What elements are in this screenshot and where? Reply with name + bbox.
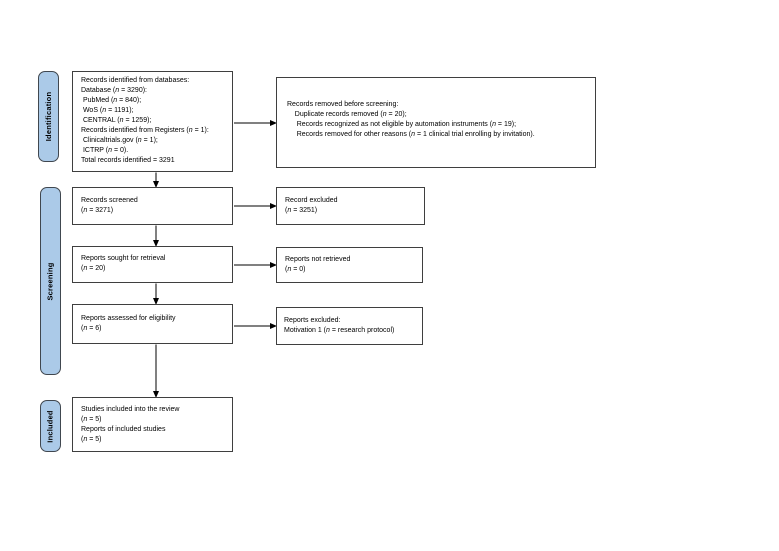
text-line: (n = 6) — [81, 325, 102, 332]
text-line: Total records identified = 3291 — [81, 157, 175, 164]
text-line: (n = 5) — [81, 436, 102, 443]
text-line: (n = 3271) — [81, 207, 114, 214]
text-line: Clinicaltrials.gov (n = 1); — [81, 137, 158, 144]
box-reports-assessed-for-eligibility — [72, 304, 233, 344]
text-line: Records recognized as not eligible by automation instruments (n = 19); — [287, 121, 517, 128]
box-reports-not-retrieved — [276, 247, 423, 283]
text-line: Records removed before screening: — [287, 101, 399, 108]
text-line: Motivation 1 (n = research protocol) — [284, 327, 395, 334]
box-records-removed-before-screening — [276, 77, 596, 168]
text-line: WoS (n = 1191); — [81, 107, 134, 114]
stage-label-text: Identification — [44, 91, 53, 142]
text-line: (n = 20) — [81, 265, 106, 272]
box-studies-included — [72, 397, 233, 452]
text-line: Reports excluded: — [284, 317, 341, 324]
text-line: Record excluded — [285, 197, 338, 204]
text-line: Reports of included studies — [81, 426, 166, 433]
text-line: Records identified from Registers (n = 1): — [81, 127, 209, 134]
text-line: Reports not retrieved — [285, 256, 351, 263]
text-line: (n = 5) — [81, 416, 102, 423]
stage-label-screening — [40, 187, 61, 375]
text-line: Studies included into the review — [81, 406, 180, 413]
box-reports-excluded — [276, 307, 423, 345]
text-line: ICTRP (n = 0). — [81, 147, 129, 154]
text-line: Records identified from databases: — [81, 77, 190, 84]
stage-label-text: Included — [46, 409, 55, 443]
text-line: Records screened — [81, 197, 138, 204]
text-line: (n = 3251) — [285, 207, 318, 214]
text-line: CENTRAL (n = 1259); — [81, 117, 152, 124]
box-reports-sought-for-retrieval — [72, 246, 233, 283]
stage-label-included — [40, 400, 61, 452]
stage-label-text: Screening — [46, 261, 55, 301]
text-line: (n = 0) — [285, 266, 306, 273]
text-line: Reports assessed for eligibility — [81, 315, 176, 322]
text-line: Reports sought for retrieval — [81, 255, 166, 262]
text-line: Database (n = 3290): — [81, 87, 147, 94]
text-line: Duplicate records removed (n = 20); — [287, 111, 407, 118]
box-records-screened — [72, 187, 233, 225]
text-line: PubMed (n = 840); — [81, 97, 142, 104]
stage-label-identification — [38, 71, 59, 162]
text-line: Records removed for other reasons (n = 1 clinical trial enrolling by invitation). — [287, 131, 535, 138]
box-record-excluded — [276, 187, 425, 225]
box-records-identified — [72, 71, 233, 172]
